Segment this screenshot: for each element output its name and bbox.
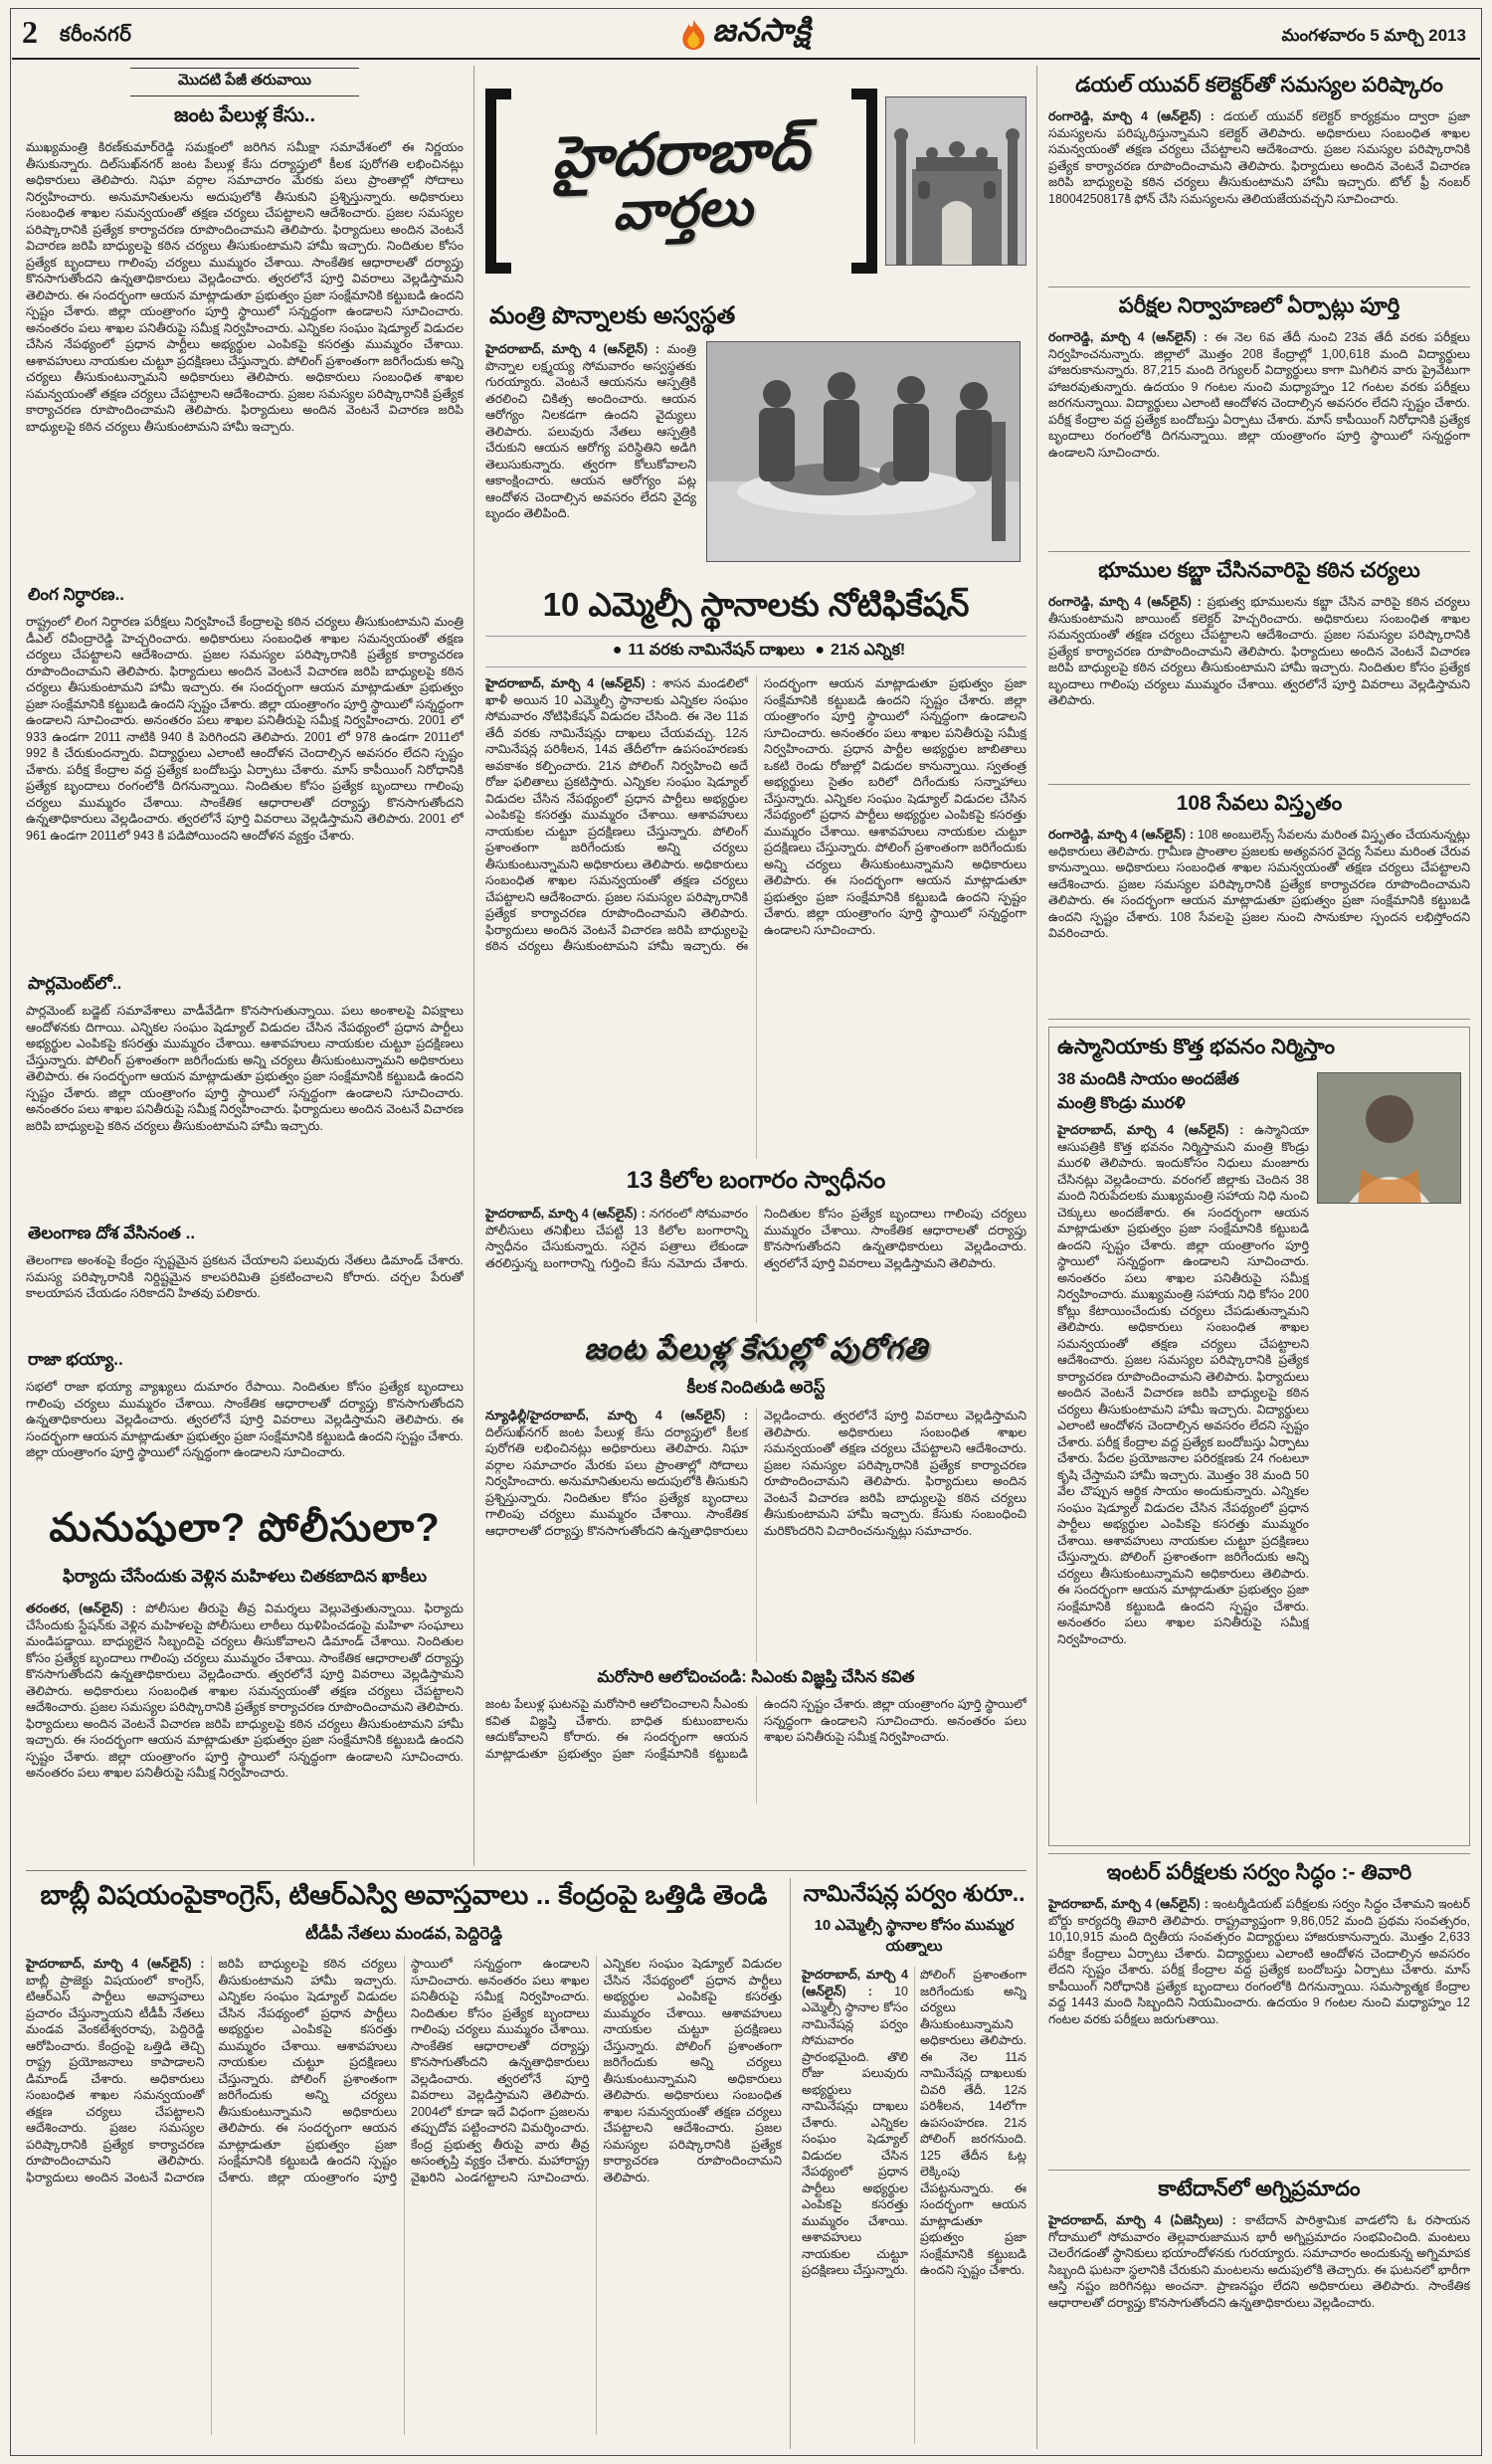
feature-headline: మనుషులా? పోలీసులా? [49,1506,441,1550]
body-copy: కాటేదాన్ పారిశ్రామిక వాడలోని ఓ రసాయన గోదాములో సోమవారం తెల్లవారుజామున భారీ అగ్నిప్రమాదం సంభవించింది. మంటలు చెలరేగడంతో స్థానికులు భయాందోళనకు గురయ్యారు. సమాచారం అందుకున్న అగ్నిమాపక సిబ్బంది ఘటనా స్థలానికి చేరుకుని మంటలను అదుపులోకి తెచ్చారు. ఈ ఘటనలో భారీగా ఆస్తి నష్టం జరిగినట్లు అంచనా. ప్రాణనష్టం లేదని అధికారులు తెలిపారు. సాంకేతిక ఆధారాలతో దర్యాప్తు కొనసాగుతోందని ఉన్నతాధికారులు వెల్లడించారు. [1048,2213,1470,2310]
dateline: రంగారెడ్డి, మార్చి 4 (ఆన్‌లైన్) : [1048,330,1209,344]
body-copy: ఇంటర్మీడియట్ పరీక్షలకు సర్వం సిద్ధం చేశామని ఇంటర్ బోర్డు కార్యదర్శి తివారి తెలిపారు. రాష్ట్రవ్యాప్తంగా 9,86,052 మంది ప్రథమ సంవత్సరం, 10,10,915 మంది ద్వితీయ సంవత్సరం విద్యార్థులు హాజరుకానున్నారు. మొత్తం 2,633 పరీక్షా కేంద్రాలు ఏర్పాటు చేశారు. విద్యార్థులు ఎలాంటి ఆందోళన చెందాల్సిన అవసరం లేదని స్పష్టం చేశారు. పరీక్ష కేంద్రాల వద్ద ప్రత్యేక బందోబస్తు ఏర్పాటు చేశారు. మాస్ కాపీయింగ్ నిరోధానికి ప్రత్యేక బృందాలు రంగంలోకి దిగనున్నాయి. సమస్యాత్మక కేంద్రాల వద్ద 1443 మంది సిబ్బందిని నియమించారు. ఉదయం 9 గంటల నుంచి మధ్యాహ్నం 12 గంటల వరకు పరీక్షలు జరుగుతాయి. [1048,1897,1470,2026]
article-headline: మంత్రి పొన్నాలకు అస్వస్థత [489,302,736,329]
body-copy: శాసన మండలిలో ఖాళీ అయిన 10 ఎమ్మెల్సీ స్థానాలకు ఎన్నికల సంఘం సోమవారం నోటిఫికేషన్ విడుదల చేసింది. ఈ నెల 11వ తేదీ వరకు నామినేషన్లు దాఖలు చేయవచ్చు. 12న నామినేషన్ల పరిశీలన, 14వ తేదీలోగా ఉపసంహరణకు అవకాశం కల్పించారు. 21న పోలింగ్ నిర్వహించి అదే రోజు ఫలితాలు ప్రకటిస్తారు. ఎన్నికల సంఘం షెడ్యూల్ విడుదల చేసిన నేపథ్యంలో ప్రధాన పార్టీలు అభ్యర్థుల ఎంపికపై కసరత్తు ముమ్మరం చేశాయి. ఆశావహులు నాయకుల చుట్టూ ప్రదక్షిణలు చేస్తున్నారు. పోలింగ్ ప్రశాంతంగా జరిగేందుకు అన్ని చర్యలు తీసుకుంటున్నామని అధికారులు తెలిపారు. అధికారులు సంబంధిత శాఖల సమన్వయంతో తక్షణ చర్యలు చేపట్టాలని ఆదేశించారు. ప్రజల సమస్యల పరిష్కారానికి ప్రత్యేక కార్యాచరణ రూపొందించామని తెలిపారు. ఫిర్యాదులు అందిన వెంటనే విచారణ జరిపి బాధ్యులపై కఠిన చర్యలు తీసుకుంటామని హామీ ఇచ్చారు. ఈ సందర్భంగా ఆయన మాట్లాడుతూ ప్రభుత్వం ప్రజా సంక్షేమానికి కట్టుబడి ఉందని స్పష్టం చేశారు. జిల్లా యంత్రాంగం పూర్తి స్థాయిలో సన్నద్ధంగా ఉండాలని సూచించారు. అనంతరం పలు శాఖల పనితీరుపై సమీక్ష నిర్వహించారు. ప్రధాన పార్టీల అభ్యర్థుల జాబితాలు ఒకటి రెండు రోజుల్లో విడుదల కానున్నాయి. స్వతంత్ర అభ్యర్థులు సైతం బరిలో దిగేందుకు సన్నాహాలు చేస్తున్నారు. ఎన్నికల సంఘం షెడ్యూల్ విడుదల చేసిన నేపథ్యంలో ప్రధాన పార్టీలు అభ్యర్థుల ఎంపికపై కసరత్తు ముమ్మరం చేశాయి. ఆశావహులు నాయకుల చుట్టూ ప్రదక్షిణలు చేస్తున్నారు. పోలింగ్ ప్రశాంతంగా జరిగేందుకు అన్ని చర్యలు తీసుకుంటున్నామని అధికారులు తెలిపారు. ఈ సందర్భంగా ఆయన మాట్లాడుతూ ప్రభుత్వం ప్రజా సంక్షేమానికి కట్టుబడి ఉందని స్పష్టం చేశారు. జిల్లా యంత్రాంగం పూర్తి స్థాయిలో సన్నద్ధంగా ఉండాలని సూచించారు. [485,676,1026,953]
article-headline: నామినేషన్ల పర్వం శురూ.. [803,1880,1026,1906]
bullet-text: 11 వరకు నామినేషన్ దాఖలు [628,642,805,659]
article-subhead: 10 ఎమ్మెల్సీ స్థానాల కోసం ముమ్మర యత్నాలు [814,1917,1015,1955]
article-subhead: 38 మందికి సాయం అందజేత [1057,1070,1239,1088]
masthead-title-line1: హైదరాబాద్ [550,116,811,191]
bullet-text: 21న ఎన్నిక! [831,642,906,659]
dateline: హైదరాబాద్, మార్చి 4 (ఆన్‌లైన్) : [802,1968,908,1998]
article-body [1048,108,1470,280]
article-headline: 13 కిలోల బంగారం స్వాధీనం [626,1167,886,1194]
article-block [1048,1027,1470,1846]
bullet-icon: ● [815,642,826,659]
article-body: పార్లమెంట్ బడ్జెట్ సమావేశాలు వాడీవేడిగా కొనసాగుతున్నాయి. పలు అంశాలపై విపక్షాలు ఆందోళనకు దిగాయి. ఎన్నికల సంఘం షెడ్యూల్ విడుదల చేసిన నేపథ్యంలో ప్రధాన పార్టీలు అభ్యర్థుల ఎంపికపై కసరత్తు ముమ్మరం చేశాయి. ఆశావహులు నాయకుల చుట్టూ ప్రదక్షిణలు చేస్తున్నారు. పోలింగ్ ప్రశాంతంగా జరిగేందుకు అన్ని చర్యలు తీసుకుంటున్నామని అధికారులు తెలిపారు. ఈ సందర్భంగా ఆయన మాట్లాడుతూ ప్రభుత్వం ప్రజా సంక్షేమానికి కట్టుబడి ఉందని స్పష్టం చేశారు. జిల్లా యంత్రాంగం పూర్తి స్థాయిలో సన్నద్ధంగా ఉండాలని సూచించారు. అనంతరం పలు శాఖల పనితీరుపై సమీక్ష నిర్వహించారు. ఫిర్యాదులు అందిన వెంటనే విచారణ జరిపి బాధ్యులపై కఠిన చర్యలు తీసుకుంటామని హామీ ఇచ్చారు. [26,1004,464,1133]
article-headline: జంట పేలుళ్ల కేసు.. [173,104,316,126]
minister-portrait-photo [1317,1072,1461,1204]
dateline: హైదరాబాద్, మార్చి 4 (ఆన్‌లైన్) : [485,1207,646,1221]
dateline: రంగారెడ్డి, మార్చి 4 (ఆన్‌లైన్) : [1048,828,1195,842]
divider [1048,551,1470,552]
divider [1048,1019,1470,1020]
hyderabad-news-masthead [485,68,1026,294]
right-column [1048,68,1470,2449]
article-headline: లింగ నిర్ధారణ.. [28,585,125,604]
article-headline: 108 సేవలు విస్తృతం [1176,792,1343,815]
article-body [802,1967,1026,2444]
masthead-title [509,116,853,243]
article-headline: డయల్ యువర్ కలెక్టర్‌తో సమస్యల పరిష్కారం [1075,74,1443,96]
article-body [1048,1896,1470,2163]
article-subhead: కీలక నిందితుడి అరెస్ట్ [686,1378,826,1397]
body-copy: బాబ్లీ ప్రాజెక్టు విషయంలో కాంగ్రెస్, టిఆర్ఎస్ పార్టీలు అవాస్తవాలు ప్రచారం చేస్తున్నాయని టీడీపీ నేతలు మండవ వెంకటేశ్వరరావు, పెద్దిరెడ్డి ఆరోపించారు. కేంద్రంపై ఒత్తిడి తెచ్చి రాష్ట్ర ప్రయోజనాలు కాపాడాలని డిమాండ్ చేశారు. అధికారులు సంబంధిత శాఖల సమన్వయంతో తక్షణ చర్యలు చేపట్టాలని ఆదేశించారు. ప్రజల సమస్యల పరిష్కారానికి ప్రత్యేక కార్యాచరణ రూపొందించామని తెలిపారు. ఫిర్యాదులు అందిన వెంటనే విచారణ జరిపి బాధ్యులపై కఠిన చర్యలు తీసుకుంటామని హామీ ఇచ్చారు. ఎన్నికల సంఘం షెడ్యూల్ విడుదల చేసిన నేపథ్యంలో ప్రధాన పార్టీలు అభ్యర్థుల ఎంపికపై కసరత్తు ముమ్మరం చేశాయి. ఆశావహులు నాయకుల చుట్టూ ప్రదక్షిణలు చేస్తున్నారు. పోలింగ్ ప్రశాంతంగా జరిగేందుకు అన్ని చర్యలు తీసుకుంటున్నామని అధికారులు తెలిపారు. ఈ సందర్భంగా ఆయన మాట్లాడుతూ ప్రభుత్వం ప్రజా సంక్షేమానికి కట్టుబడి ఉందని స్పష్టం చేశారు. జిల్లా యంత్రాంగం పూర్తి స్థాయిలో సన్నద్ధంగా ఉండాలని సూచించారు. అనంతరం పలు శాఖల పనితీరుపై సమీక్ష నిర్వహించారు. నిందితుల కోసం ప్రత్యేక బృందాలు గాలింపు చర్యలు ముమ్మరం చేశాయి. సాంకేతిక ఆధారాలతో దర్యాప్తు కొనసాగుతోందని ఉన్నతాధికారులు వెల్లడించారు. త్వరలోనే పూర్తి వివరాలు వెల్లడిస్తామని తెలిపారు. 2004లో కూడా ఇదే విధంగా ప్రజలను తప్పుదోవ పట్టించారని విమర్శించారు. కేంద్ర ప్రభుత్వ తీరుపై వారు తీవ్ర అసంతృప్తి వ్యక్తం చేశారు. మహారాష్ట్ర వైఖరిని ఎండగట్టాలని సూచించారు. ఎన్నికల సంఘం షెడ్యూల్ విడుదల చేసిన నేపథ్యంలో ప్రధాన పార్టీలు అభ్యర్థుల ఎంపికపై కసరత్తు ముమ్మరం చేశాయి. ఆశావహులు నాయకుల చుట్టూ ప్రదక్షిణలు చేస్తున్నారు. పోలింగ్ ప్రశాంతంగా జరిగేందుకు అన్ని చర్యలు తీసుకుంటున్నామని అధికారులు తెలిపారు. అధికారులు సంబంధిత శాఖల సమన్వయంతో తక్షణ చర్యలు చేపట్టాలని ఆదేశించారు. ప్రజల సమస్యల పరిష్కారానికి ప్రత్యేక కార్యాచరణ రూపొందించామని తెలిపారు. [26,1957,782,2184]
article-headline: రాజా భయ్యా.. [28,1350,123,1369]
article-subhead: మంత్రి కొండ్రు మురళి [1057,1094,1186,1112]
article-headline: భూముల కబ్జా చేసినవారిపై కఠిన చర్యలు [1098,559,1420,582]
article-body [26,1956,782,2435]
bracket-right-decoration [851,89,877,274]
body-copy: ప్రభుత్వ భూములను కబ్జా చేసిన వారిపై కఠిన చర్యలు తీసుకుంటామని జాయింట్ కలెక్టర్ హెచ్చరించారు. అధికారులు సంబంధిత శాఖల సమన్వయంతో తక్షణ చర్యలు చేపట్టాలని ఆదేశించారు. ప్రజల సమస్యల పరిష్కారానికి ప్రత్యేక కార్యాచరణ రూపొందించామని తెలిపారు. ఫిర్యాదులు అందిన వెంటనే విచారణ జరిపి బాధ్యులపై కఠిన చర్యలు తీసుకుంటామని హామీ ఇచ్చారు. నిందితుల కోసం ప్రత్యేక బృందాలు గాలింపు చర్యలు ముమ్మరం చేశాయి. త్వరలోనే పూర్తి వివరాలు వెల్లడిస్తామని తెలిపారు. [1048,595,1470,707]
article-headline: ఉస్మానియాకు కొత్త భవనం నిర్మిస్తాం [1057,1036,1336,1058]
column-divider [790,1878,791,2449]
article-headline: తెలంగాణ దోశ వేసినంత .. [28,1224,196,1242]
page-header [12,10,1480,58]
article-body [485,341,696,576]
dateline: న్యూఢిల్లీ/హైదరాబాద్, మార్చి 4 (ఆన్‌లైన్) : [485,1409,748,1422]
body-copy: పోలీసుల తీరుపై తీవ్ర విమర్శలు వెల్లువెత్తుతున్నాయి. ఫిర్యాదు చేసేందుకు స్టేషన్‌కు వెళ్లిన మహిళలపై పోలీసులు లాఠీలు ఝళిపించడంపై మహిళా సంఘాలు మండిపడ్డాయి. బాధ్యులైన సిబ్బందిపై చర్యలు తీసుకోవాలని డిమాండ్ చేశాయి. నిందితుల కోసం ప్రత్యేక బృందాలు గాలింపు చర్యలు ముమ్మరం చేశాయి. సాంకేతిక ఆధారాలతో దర్యాప్తు కొనసాగుతోందని ఉన్నతాధికారులు వెల్లడించారు. త్వరలోనే పూర్తి వివరాలు వెల్లడిస్తామని తెలిపారు. అధికారులు సంబంధిత శాఖల సమన్వయంతో తక్షణ చర్యలు చేపట్టాలని ఆదేశించారు. ప్రజల సమస్యల పరిష్కారానికి ప్రత్యేక కార్యాచరణ రూపొందించామని తెలిపారు. ఫిర్యాదులు అందిన వెంటనే విచారణ జరిపి బాధ్యులపై కఠిన చర్యలు తీసుకుంటామని హామీ ఇచ్చారు. ఈ సందర్భంగా ఆయన మాట్లాడుతూ ప్రభుత్వం ప్రజా సంక్షేమానికి కట్టుబడి ఉందని స్పష్టం చేశారు. జిల్లా యంత్రాంగం పూర్తి స్థాయిలో సన్నద్ధంగా ఉండాలని సూచించారు. అనంతరం పలు శాఖల పనితీరుపై సమీక్ష నిర్వహించారు. [26,1602,464,1780]
middle-column [485,68,1026,1866]
dateline: హైదరాబాద్, మార్చి 4 (ఆన్‌లైన్) : [26,1957,205,1971]
divider [1048,286,1470,287]
article-headline: పరీక్షల నిర్వాహణలో ఏర్పాట్లు పూర్తి [1118,294,1400,317]
body-copy: నగరంలో సోమవారం పోలీసులు తనిఖీలు చేపట్టి 13 కిలోల బంగారాన్ని స్వాధీనం చేసుకున్నారు. సరైన పత్రాలు లేకుండా తరలిస్తున్న బంగారాన్ని గుర్తించి కేసు నమోదు చేశారు. నిందితుల కోసం ప్రత్యేక బృందాలు గాలింపు చర్యలు ముమ్మరం చేశాయి. సాంకేతిక ఆధారాలతో దర్యాప్తు కొనసాగుతోందని ఉన్నతాధికారులు వెల్లడించారు. త్వరలోనే పూర్తి వివరాలు వెల్లడిస్తామని తెలిపారు. [485,1207,1026,1270]
divider [1048,2170,1470,2171]
article-subhead: టీడీపీ నేతలు మండవ, పెద్దిరెడ్డి [305,1924,502,1943]
article-body [1057,1122,1309,1647]
newspaper-name: జనసాక్షి [712,12,812,48]
article-headline: బాబ్లీ విషయంపైకాంగ్రెస్, టిఆర్ఎస్వి అవాస్తవాలు .. కేంద్రంపై ఒత్తిడి తెండి [40,1880,768,1910]
article-headline: కాటేదాన్‌లో అగ్నిప్రమాదం [1158,2178,1361,2200]
article-body [1048,827,1470,1012]
page-number: 2 [22,14,38,50]
article-headline: 10 ఎమ్మెల్సీ స్థానాలకు నోటిఫికేషన్ [542,586,970,623]
column-divider [1036,66,1037,2449]
dateline: రంగారెడ్డి, మార్చి 4 (ఆన్‌లైన్) : [1048,595,1202,609]
article-body [1048,329,1470,544]
column-divider [473,66,474,1866]
article-headline: పార్లమెంట్‌లో.. [28,974,122,993]
continuation-header: మొదటి పేజీ తరువాయి [130,68,359,96]
article-body: సభలో రాజా భయ్యా వ్యాఖ్యలు దుమారం రేపాయి. నిందితుల కోసం ప్రత్యేక బృందాలు గాలింపు చర్యలు ముమ్మరం చేశాయి. సాంకేతిక ఆధారాలతో దర్యాప్తు కొనసాగుతోందని ఉన్నతాధికారులు వెల్లడించారు. త్వరలోనే పూర్తి వివరాలు వెల్లడిస్తామని తెలిపారు. ఈ సందర్భంగా ఆయన మాట్లాడుతూ ప్రభుత్వం ప్రజా సంక్షేమానికి కట్టుబడి ఉందని స్పష్టం చేశారు. జిల్లా యంత్రాంగం పూర్తి స్థాయిలో సన్నద్ధంగా ఉండాలని సూచించారు. [26,1380,464,1459]
article-body [485,1206,1026,1323]
dateline: హైదరాబాద్, మార్చి 4 (ఆన్‌లైన్) : [485,342,660,356]
dateline: హైదరాబాద్, మార్చి 4 (ఆన్‌లైన్) : [1057,1123,1244,1137]
article-body: జంట పేలుళ్ల ఘటనపై మరోసారి ఆలోచించాలని సీఎంకు కవిత విజ్ఞప్తి చేశారు. బాధిత కుటుంబాలను ఆదుకోవాలని కోరారు. ఈ సందర్భంగా ఆయన మాట్లాడుతూ ప్రభుత్వం ప్రజా సంక్షేమానికి కట్టుబడి ఉందని స్పష్టం చేశారు. జిల్లా యంత్రాంగం పూర్తి స్థాయిలో సన్నద్ధంగా ఉండాలని సూచించారు. అనంతరం పలు శాఖల పనితీరుపై సమీక్ష నిర్వహించారు. [485,1697,1026,1761]
masthead-title-line2: వార్తలు [611,178,754,242]
left-column [26,68,464,1866]
dateline: హైదరాబాద్, మార్చి 4 (ఆన్‌లైన్) : [485,676,656,690]
article-body: రాష్ట్రంలో లింగ నిర్ధారణ పరీక్షలు నిర్వహించే కేంద్రాలపై కఠిన చర్యలు తీసుకుంటామని మంత్రి డీఎల్ రవీంద్రారెడ్డి హెచ్చరించారు. అధికారులు సంబంధిత శాఖల సమన్వయంతో తక్షణ చర్యలు చేపట్టాలని ఆదేశించారు. ప్రజల సమస్యల పరిష్కారానికి ప్రత్యేక కార్యాచరణ రూపొందించామని తెలిపారు. ఫిర్యాదులు అందిన వెంటనే విచారణ జరిపి బాధ్యులపై కఠిన చర్యలు తీసుకుంటామని హామీ ఇచ్చారు. ఈ సందర్భంగా ఆయన మాట్లాడుతూ ప్రభుత్వం ప్రజా సంక్షేమానికి కట్టుబడి ఉందని స్పష్టం చేశారు. జిల్లా యంత్రాంగం పూర్తి స్థాయిలో సన్నద్ధంగా ఉండాలని సూచించారు. అనంతరం పలు శాఖల పనితీరుపై సమీక్ష నిర్వహించారు. 2001 లో 933 ఉండగా 2011 నాటికి 940 కి పెరిగిందని తెలిపారు. 2001 లో 978 ఉండగా 2011లో 992 కి చేరుకుందన్నారు. విద్యార్థులు ఎలాంటి ఆందోళన చెందాల్సిన అవసరం లేదని స్పష్టం చేశారు. పరీక్ష కేంద్రాల వద్ద ప్రత్యేక బందోబస్తు ఏర్పాటు చేశారు. మాస్ కాపీయింగ్ నిరోధానికి ప్రత్యేక బృందాలు రంగంలోకి దిగనున్నాయి. నిందితుల కోసం ప్రత్యేక బృందాలు గాలింపు చర్యలు ముమ్మరం చేశాయి. సాంకేతిక ఆధారాలతో దర్యాప్తు కొనసాగుతోందని ఉన్నతాధికారులు వెల్లడించారు. త్వరలోనే పూర్తి వివరాలు వెల్లడిస్తామని తెలిపారు. 2001 లో 961 ఉండగా 2011లో 943 కి పడిపోయిందని ఆందోళన వ్యక్తం చేశారు. [26,615,464,843]
body-copy: దిల్‌సుఖ్‌నగర్ జంట పేలుళ్ల కేసు దర్యాప్తులో కీలక పురోగతి లభించినట్లు అధికారులు తెలిపారు. నిఘా వర్గాల సమాచారం మేరకు పలు ప్రాంతాల్లో సోదాలు నిర్వహించారు. అనుమానితులను అదుపులోకి తీసుకుని ప్రశ్నిస్తున్నారు. నిందితుల కోసం ప్రత్యేక బృందాలు గాలింపు చర్యలు ముమ్మరం చేశాయి. సాంకేతిక ఆధారాలతో దర్యాప్తు కొనసాగుతోందని ఉన్నతాధికారులు వెల్లడించారు. త్వరలోనే పూర్తి వివరాలు వెల్లడిస్తామని తెలిపారు. అధికారులు సంబంధిత శాఖల సమన్వయంతో తక్షణ చర్యలు చేపట్టాలని ఆదేశించారు. ప్రజల సమస్యల పరిష్కారానికి ప్రత్యేక కార్యాచరణ రూపొందించామని తెలిపారు. ఫిర్యాదులు అందిన వెంటనే విచారణ జరిపి బాధ్యులపై కఠిన చర్యలు తీసుకుంటామని హామీ ఇచ్చారు. కేసుకు సంబంధించి మరికొందరిని విచారించనున్నట్లు సమాచారం. [485,1409,1026,1538]
dateline: తరంతర, (ఆన్‌లైన్) : [26,1602,137,1615]
newspaper-logo [680,12,812,57]
body-copy: 10 ఎమ్మెల్సీ స్థానాల కోసం నామినేషన్ల పర్వం సోమవారం ప్రారంభమైంది. తొలి రోజు పలువురు అభ్యర్థులు నామినేషన్లు దాఖలు చేశారు. ఎన్నికల సంఘం షెడ్యూల్ విడుదల చేసిన నేపథ్యంలో ప్రధాన పార్టీలు అభ్యర్థుల ఎంపికపై కసరత్తు ముమ్మరం చేశాయి. ఆశావహులు నాయకుల చుట్టూ ప్రదక్షిణలు చేస్తున్నారు. పోలింగ్ ప్రశాంతంగా జరిగేందుకు అన్ని చర్యలు తీసుకుంటున్నామని అధికారులు తెలిపారు. ఈ నెల 11న నామినేషన్ల దాఖలుకు చివరి తేదీ. 12న పరిశీలన, 14లోగా ఉపసంహరణ. 21న పోలింగ్ జరగనుంది. 125 తేదీన ఓట్ల లెక్కింపు చేపట్టనున్నారు. ఈ సందర్భంగా ఆయన మాట్లాడుతూ ప్రభుత్వం ప్రజా సంక్షేమానికి కట్టుబడి ఉందని స్పష్టం చేశారు. [802,1968,1026,2277]
article-body [1048,594,1470,777]
article-body: తెలంగాణ అంశంపై కేంద్రం స్పష్టమైన ప్రకటన చేయాలని పలువురు నేతలు డిమాండ్ చేశారు. సమస్య పరిష్కారానికి నిర్దిష్టమైన కాలపరిమితి ప్రకటించాలని కోరారు. చర్చల పేరుతో కాలయాపన చేయడం సరికాదని హితవు పలికారు. [26,1253,464,1300]
babli-article [26,1880,782,2449]
article-block [485,341,1026,576]
minister-hospital-photo [706,341,1021,562]
article-subhead: మరోసారి ఆలోచించండి: సిఎంకు విజ్ఞప్తి చేసిన కవిత [597,1668,915,1686]
article-body [26,1601,464,1866]
feature-subhead: ఫిర్యాదు చేసేందుకు వెళ్లిన మహిళలు చితకబాదిన ఖాకీలు [62,1567,428,1586]
article-headline: జంట పేలుళ్ల కేసుల్లో పురోగతి [584,1333,928,1366]
body-copy: డయల్ యువర్ కలెక్టర్ కార్యక్రమం ద్వారా ప్రజా సమస్యలను పరిష్కరిస్తున్నామని కలెక్టర్ తెలిపారు. అధికారులు సంబంధిత శాఖల సమన్వయంతో తక్షణ చర్యలు చేపట్టాలని ఆదేశించారు. ప్రజల సమస్యల పరిష్కారానికి ప్రత్యేక కార్యాచరణ రూపొందించామని తెలిపారు. ఫిర్యాదులు అందిన వెంటనే విచారణ జరిపి బాధ్యులపై కఠిన చర్యలు తీసుకుంటామని హామీ ఇచ్చారు. టోల్ ఫ్రీ నంబర్ 18004250817కి ఫోన్ చేసి సమస్యలను తెలియజేయవచ్చని సూచించారు. [1048,109,1470,206]
article-body [1048,2212,1470,2431]
edition-label: కరీంనగర్ [60,24,132,46]
section-divider [26,1870,1026,1871]
bullet-icon: ● [612,642,623,659]
flame-icon [680,19,706,51]
dateline: హైదరాబాద్, మార్చి 4 (ఏజెన్సీలు) : [1048,2213,1236,2227]
body-copy: ఉస్మానియా ఆసుపత్రికి కొత్త భవనం నిర్మిస్తామని మంత్రి కొండ్రు మురళి తెలిపారు. ఇందుకోసం నిధులు మంజూరు చేసినట్లు వెల్లడించారు. వరంగల్ జిల్లాకు చెందిన 38 మంది నిరుపేదలకు ముఖ్యమంత్రి సహాయ నిధి నుంచి చెక్కులు అందజేశారు. ఈ సందర్భంగా ఆయన మాట్లాడుతూ ప్రభుత్వం ప్రజా సంక్షేమానికి కట్టుబడి ఉందని స్పష్టం చేశారు. జిల్లా యంత్రాంగం పూర్తి స్థాయిలో సన్నద్ధంగా ఉండాలని సూచించారు. అనంతరం పలు శాఖల పనితీరుపై సమీక్ష నిర్వహించారు. ముఖ్యమంత్రి సహాయ నిధి కోసం 200 కోట్లు కేటాయించేందుకు చర్యలు చేపడుతున్నామని తెలిపారు. అధికారులు సంబంధిత శాఖల సమన్వయంతో తక్షణ చర్యలు చేపట్టాలని ఆదేశించారు. ప్రజల సమస్యల పరిష్కారానికి ప్రత్యేక కార్యాచరణ రూపొందించామని తెలిపారు. ఫిర్యాదులు అందిన వెంటనే విచారణ జరిపి బాధ్యులపై కఠిన చర్యలు తీసుకుంటామని హామీ ఇచ్చారు. విద్యార్థులు ఎలాంటి ఆందోళన చెందాల్సిన అవసరం లేదని స్పష్టం చేశారు. పరీక్ష కేంద్రాల వద్ద ప్రత్యేక బందోబస్తు ఏర్పాటు చేశారు. పేదల ప్రయోజనాల పరిరక్షణకు 24 గంటలూ కృషి చేస్తామని హామీ ఇచ్చారు. మొత్తం 38 మంది 50 వేల చొప్పున ఆర్థిక సాయం అందుకున్నారు. ఎన్నికల సంఘం షెడ్యూల్ విడుదల చేసిన నేపథ్యంలో ప్రధాన పార్టీలు అభ్యర్థుల ఎంపికపై కసరత్తు ముమ్మరం చేశాయి. ఆశావహులు నాయకుల చుట్టూ ప్రదక్షిణలు చేస్తున్నారు. పోలింగ్ ప్రశాంతంగా జరిగేందుకు అన్ని చర్యలు తీసుకుంటున్నామని అధికారులు తెలిపారు. ఈ సందర్భంగా ఆయన మాట్లాడుతూ ప్రభుత్వం ప్రజా సంక్షేమానికి కట్టుబడి ఉందని స్పష్టం చేశారు. అనంతరం పలు శాఖల పనితీరుపై సమీక్ష నిర్వహించారు. [1057,1123,1309,1646]
bracket-left-decoration [485,89,511,274]
article-body [485,1408,1026,1662]
body-copy: 108 అంబులెన్స్ సేవలను మరింత విస్తృతం చేయనున్నట్లు అధికారులు తెలిపారు. గ్రామీణ ప్రాంతాల ప్రజలకు అత్యవసర వైద్య సేవలు మరింత చేరువ కానున్నాయి. అధికారులు సంబంధిత శాఖల సమన్వయంతో తక్షణ చర్యలు చేపట్టాలని ఆదేశించారు. ప్రజల సమస్యల పరిష్కారానికి ప్రత్యేక కార్యాచరణ రూపొందించామని తెలిపారు. ఈ సందర్భంగా ఆయన మాట్లాడుతూ ప్రభుత్వం ప్రజా సంక్షేమానికి కట్టుబడి ఉందని స్పష్టం చేశారు. 108 సేవలపై ప్రజల నుంచి సానుకూల స్పందన లభిస్తోందని వివరించారు. [1048,828,1470,940]
body-copy: ఈ నెల 6వ తేదీ నుంచి 23వ తేదీ వరకు పరీక్షలు నిర్వహించనున్నారు. జిల్లాలో మొత్తం 208 కేంద్రాల్లో 1,00,618 మంది విద్యార్థులు హాజరుకానున్నారు. 87,215 మంది రెగ్యులర్ విద్యార్థులు కాగా మిగిలిన వారు ప్రైవేటుగా హాజరవుతున్నారు. ఉదయం 9 గంటల నుంచి మధ్యాహ్నం 12 గంటల వరకు పరీక్షలు జరగనున్నాయి. విద్యార్థులు ఎలాంటి ఆందోళన చెందాల్సిన అవసరం లేదని స్పష్టం చేశారు. పరీక్ష కేంద్రాల వద్ద ప్రత్యేక బందోబస్తు ఏర్పాటు చేశారు. మాస్ కాపీయింగ్ నిరోధానికి ప్రత్యేక బృందాలు రంగంలోకి దిగనున్నాయి. జిల్లా యంత్రాంగం పూర్తి స్థాయిలో సన్నద్ధంగా ఉండాలని సూచించారు. [1048,330,1470,460]
article-body [485,675,1026,1159]
dateline: రంగారెడ్డి, మార్చి 4 (ఆన్‌లైన్) : [1048,109,1214,123]
date-label: మంగళవారం 5 మార్చి 2013 [1281,26,1466,45]
dateline: హైదరాబాద్, మార్చి 4 (ఆన్‌లైన్) : [1048,1897,1209,1911]
divider [1048,784,1470,785]
nominations-article [802,1880,1026,2449]
body-copy: మంత్రి పొన్నాల లక్ష్మయ్య సోమవారం అస్వస్థతకు గురయ్యారు. వెంటనే ఆయనను ఆస్పత్రికి తరలించి చికిత్స అందించారు. ఆయన ఆరోగ్యం నిలకడగా ఉందని వైద్యులు తెలిపారు. పలువురు నేతలు ఆస్పత్రికి చేరుకుని ఆయన ఆరోగ్య పరిస్థితిని అడిగి తెలుసుకున్నారు. త్వరగా కోలుకోవాలని ఆకాంక్షించారు. ఆయన ఆరోగ్యం పట్ల ఆందోళన చెందాల్సిన అవసరం లేదని వైద్య బృందం తెలిపింది. [485,342,696,520]
charminar-photo [885,96,1026,266]
headline-bullets [485,636,1026,667]
article-body: ముఖ్యమంత్రి కిరణ్‌కుమార్‌రెడ్డి సమక్షంలో జరిగిన సమీక్షా సమావేశంలో ఈ నిర్ణయం తీసుకున్నారు. దిల్‌సుఖ్‌నగర్ జంట పేలుళ్ల కేసు దర్యాప్తులో కీలక పురోగతి లభించినట్లు అధికారులు తెలిపారు. నిఘా వర్గాల సమాచారం మేరకు పలు ప్రాంతాల్లో సోదాలు నిర్వహించారు. అనుమానితులను అదుపులోకి తీసుకుని ప్రశ్నిస్తున్నారు. అధికారులు సంబంధిత శాఖల సమన్వయంతో తక్షణ చర్యలు చేపట్టాలని ఆదేశించారు. ప్రజల సమస్యల పరిష్కారానికి ప్రత్యేక కార్యాచరణ రూపొందించామని తెలిపారు. ఫిర్యాదులు అందిన వెంటనే విచారణ జరిపి బాధ్యులపై కఠిన చర్యలు తీసుకుంటామని హామీ ఇచ్చారు. నిందితుల కోసం ప్రత్యేక బృందాలు గాలింపు చర్యలు ముమ్మరం చేశాయి. సాంకేతిక ఆధారాలతో దర్యాప్తు కొనసాగుతోందని ఉన్నతాధికారులు వెల్లడించారు. త్వరలోనే పూర్తి వివరాలు వెల్లడిస్తామని తెలిపారు. ఈ సందర్భంగా ఆయన మాట్లాడుతూ ప్రభుత్వం ప్రజా సంక్షేమానికి కట్టుబడి ఉందని స్పష్టం చేశారు. జిల్లా యంత్రాంగం పూర్తి స్థాయిలో సన్నద్ధంగా ఉండాలని సూచించారు. అనంతరం పలు శాఖల పనితీరుపై సమీక్ష నిర్వహించారు. ఎన్నికల సంఘం షెడ్యూల్ విడుదల చేసిన నేపథ్యంలో ప్రధాన పార్టీలు అభ్యర్థుల ఎంపికపై కసరత్తు ముమ్మరం చేశాయి. ఆశావహులు నాయకుల చుట్టూ ప్రదక్షిణలు చేస్తున్నారు. పోలింగ్ ప్రశాంతంగా జరిగేందుకు అన్ని చర్యలు తీసుకుంటున్నామని అధికారులు తెలిపారు. అధికారులు సంబంధిత శాఖల సమన్వయంతో తక్షణ చర్యలు చేపట్టాలని ఆదేశించారు. ప్రజల సమస్యల పరిష్కారానికి ప్రత్యేక కార్యాచరణ రూపొందించామని తెలిపారు. ఫిర్యాదులు అందిన వెంటనే విచారణ జరిపి బాధ్యులపై కఠిన చర్యలు తీసుకుంటామని హామీ ఇచ్చారు. [26,140,464,434]
header-rule [12,58,1480,60]
divider [1048,1853,1470,1854]
article-headline: ఇంటర్ పరీక్షలకు సర్వం సిద్ధం :- తివారి [1106,1861,1412,1884]
